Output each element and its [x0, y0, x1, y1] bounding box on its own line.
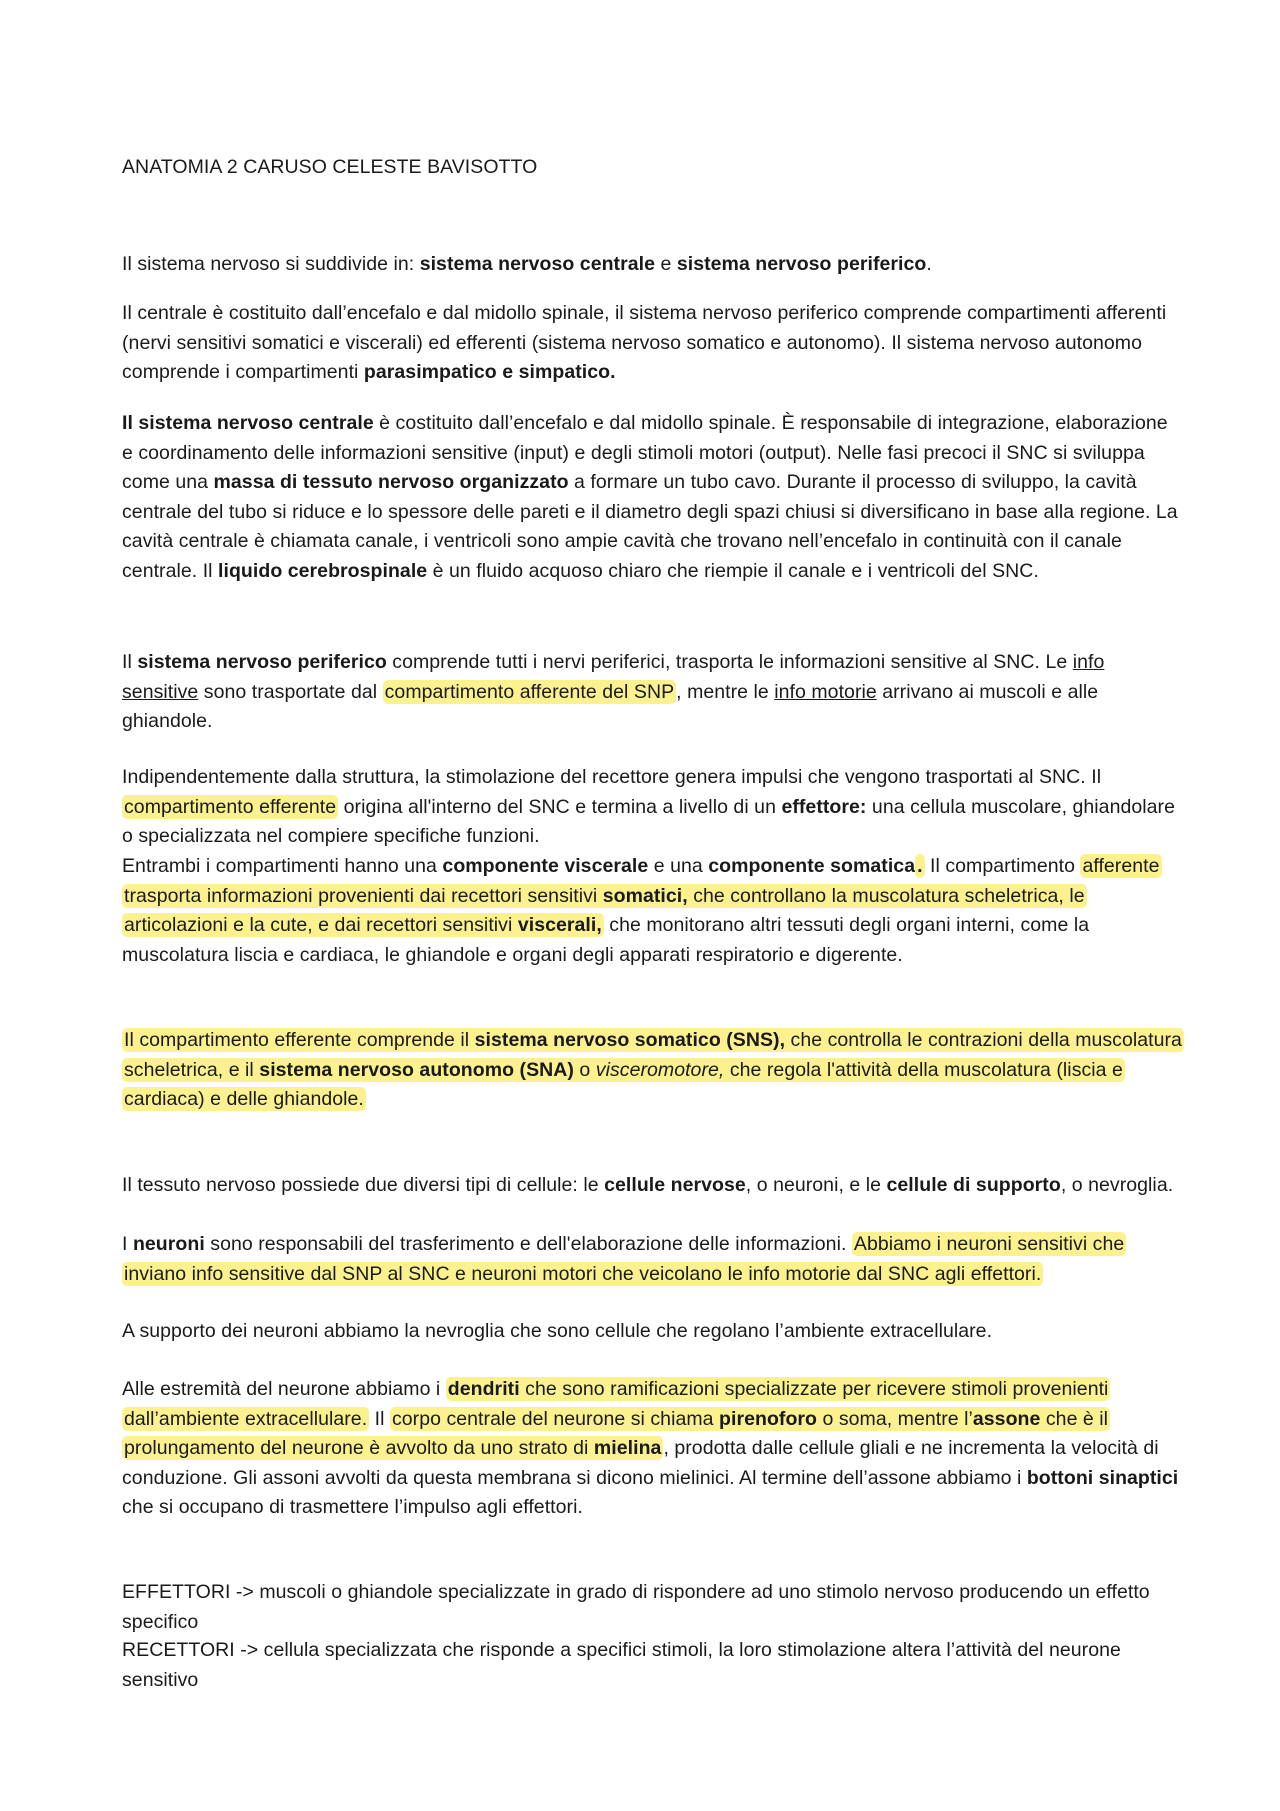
bold-text: sistema nervoso somatico (SNS),	[474, 1029, 786, 1051]
text: o	[573, 1058, 596, 1081]
text: Il tessuto nervoso possiede due diversi tipi di cellule: le	[122, 1174, 605, 1196]
text: origina all'interno del SNC e termina a livello di un	[338, 795, 782, 818]
text: , mentre le	[676, 680, 775, 703]
bold-text: viscerali,	[517, 914, 602, 936]
bold-text: massa di tessuto nervoso organizzato	[213, 471, 569, 493]
bold-text: parasimpatico e simpatico.	[363, 361, 616, 383]
text: Entrambi i compartimenti hanno una	[122, 855, 443, 877]
bold-text: dendriti	[447, 1378, 520, 1400]
text: è un fluido acquoso chiaro che riempie il canale e i ventricoli del SNC.	[427, 559, 1039, 582]
bold-text: mielina	[593, 1437, 662, 1459]
text: sono trasportate dal	[198, 680, 383, 703]
text: .	[926, 253, 932, 275]
highlight: compartimento efferente	[124, 795, 337, 818]
paragraph-8	[122, 1171, 1182, 1201]
text: che si occupano di trasmettere l’impulso agli effettori.	[122, 1496, 583, 1518]
bold-text: componente somatica	[708, 855, 916, 877]
text: e	[655, 253, 677, 275]
paragraph-10	[122, 1317, 1182, 1347]
bold-text: sistema nervoso periferico	[137, 651, 387, 673]
bold-text: neuroni	[132, 1233, 205, 1255]
text: che controlla le contrazioni della muscolatura scheletrica, e il	[124, 1029, 1182, 1081]
paragraph-13	[122, 1636, 1182, 1695]
bold-text: liquido cerebrospinale	[218, 559, 428, 582]
text: I	[122, 1233, 133, 1255]
text: , prodotta dalle cellule gliali e ne incrementa la velocità di conduzione. Gli assoni avvolti da questa membrana si dicono mielinici. Al termine dell’assone abbiamo i	[122, 1437, 1159, 1489]
text: una cellula muscolare, ghiandolare o specializzata nel compiere specifiche funzioni.	[122, 795, 1175, 847]
text: RECETTORI -> cellula specializzata che risponde a specifici stimoli, la loro stimolazione altera l’attività del neurone sensitivo	[122, 1639, 1121, 1691]
text: , o nevroglia.	[1060, 1174, 1174, 1196]
text: comprende tutti i nervi periferici, trasporta le informazioni sensitive al SNC. Le	[386, 651, 1073, 673]
text: e una	[648, 855, 709, 877]
text: A supporto dei neuroni abbiamo la nevroglia che sono cellule che regolano l’ambiente extracellulare.	[122, 1320, 993, 1342]
text: che controllano la muscolatura scheletrica, le articolazioni e la cute, e dai recettori sensitivi	[124, 884, 1085, 936]
paragraph-6	[122, 852, 1182, 970]
paragraph-1	[122, 250, 1182, 280]
paragraph-11	[122, 1375, 1182, 1523]
bold-text: assone	[972, 1407, 1041, 1430]
text: Il	[122, 651, 138, 673]
text: è costituito dall’encefalo e dal midollo spinale. È responsabile di integrazione, elaborazione e coordinamento delle informazioni sensitive (input) e degli stimoli motori (output). Nelle fasi precoci il SNC si sviluppa come una	[122, 412, 1168, 493]
paragraph-7	[122, 1026, 1182, 1115]
bold-text: Il sistema nervoso centrale	[122, 412, 374, 434]
highlight: .	[917, 855, 923, 877]
bold-text: cellule di supporto	[886, 1174, 1061, 1196]
text: che regola l'attività della muscolatura (liscia e cardiaca) e delle ghiandole.	[124, 1058, 1123, 1110]
text: Indipendentemente dalla struttura, la stimolazione del recettore genera impulsi che vengono trasportati al SNC. Il	[122, 766, 1102, 788]
bold-text: sistema nervoso periferico	[676, 253, 927, 275]
bold-text: componente viscerale	[442, 855, 649, 877]
highlight	[122, 1028, 1184, 1111]
highlight: compartimento afferente del SNP	[384, 680, 675, 703]
text: Il compartimento efferente comprende il	[124, 1029, 475, 1051]
text: arrivano ai muscoli e alle ghiandole.	[122, 680, 1099, 732]
text: che monitorano altri tessuti degli organi interni, come la muscolatura liscia e cardiaca, le ghiandole e organi degli apparati respiratorio e digerente.	[122, 914, 1090, 966]
underlined-text: info sensitive	[122, 651, 1105, 703]
bold-text: sistema nervoso autonomo (SNA)	[259, 1058, 574, 1081]
bold-text: pirenoforo	[719, 1407, 818, 1430]
bold-text: cellule nervose	[604, 1174, 746, 1196]
paragraph-2	[122, 299, 1182, 388]
text: Il compartimento	[924, 855, 1081, 877]
text: o soma, mentre l’	[817, 1407, 973, 1430]
text: sono responsabili del trasferimento e dell'elaborazione delle informazioni.	[204, 1233, 852, 1255]
paragraph-9	[122, 1230, 1182, 1289]
paragraph-4	[122, 648, 1182, 737]
bold-text: effettore:	[781, 795, 867, 818]
italic-text: visceromotore,	[595, 1058, 725, 1081]
bold-text: bottoni sinaptici	[1026, 1466, 1179, 1489]
paragraph-3	[122, 409, 1182, 586]
bold-text: sistema nervoso centrale	[419, 253, 656, 275]
text: che è il prolungamento del neurone è avvolto da uno strato di	[124, 1407, 1109, 1459]
paragraph-12	[122, 1578, 1182, 1637]
text: corpo centrale del neurone si chiama	[391, 1407, 720, 1430]
text: afferente trasporta informazioni provenienti dai recettori sensitivi	[124, 855, 1160, 907]
text: , o neuroni, e le	[745, 1174, 887, 1196]
text: che sono ramificazioni specializzate per ricevere stimoli provenienti dall’ambiente extracellulare.	[124, 1378, 1109, 1430]
paragraph-5	[122, 763, 1182, 852]
text: Il centrale è costituito dall’encefalo e dal midollo spinale, il sistema nervoso periferico comprende compartimenti afferenti (nervi sensitivi somatici e viscerali) ed efferenti (sistema nervoso somatico e autonomo). Il sistema nervoso autonomo comprende i compartimenti	[122, 302, 1167, 383]
text: a formare un tubo cavo. Durante il processo di sviluppo, la cavità centrale del tubo si riduce e lo spessore delle pareti e il diametro degli spazi chiusi si diversificano in base alla regione. La cavità centrale è chiamata canale, i ventricoli sono ampie cavità che trovano nell’encefalo in continuità con il canale centrale. Il	[122, 471, 1178, 582]
highlight: Abbiamo i neuroni sensitivi che inviano info sensitive dal SNP al SNC e neuroni motori che veicolano le info motorie dal SNC agli effettori.	[124, 1233, 1125, 1285]
text: EFFETTORI -> muscoli o ghiandole specializzate in grado di rispondere ad uno stimolo nervoso producendo un effetto specifico	[122, 1581, 1150, 1633]
text: Il	[369, 1407, 390, 1430]
document-title: ANATOMIA 2 CARUSO CELESTE BAVISOTTO	[122, 156, 538, 178]
text: Il sistema nervoso si suddivide in:	[122, 253, 420, 275]
text: Alle estremità del neurone abbiamo i	[122, 1378, 446, 1400]
bold-text: somatici,	[602, 884, 688, 907]
underlined-text: info motorie	[774, 680, 877, 703]
